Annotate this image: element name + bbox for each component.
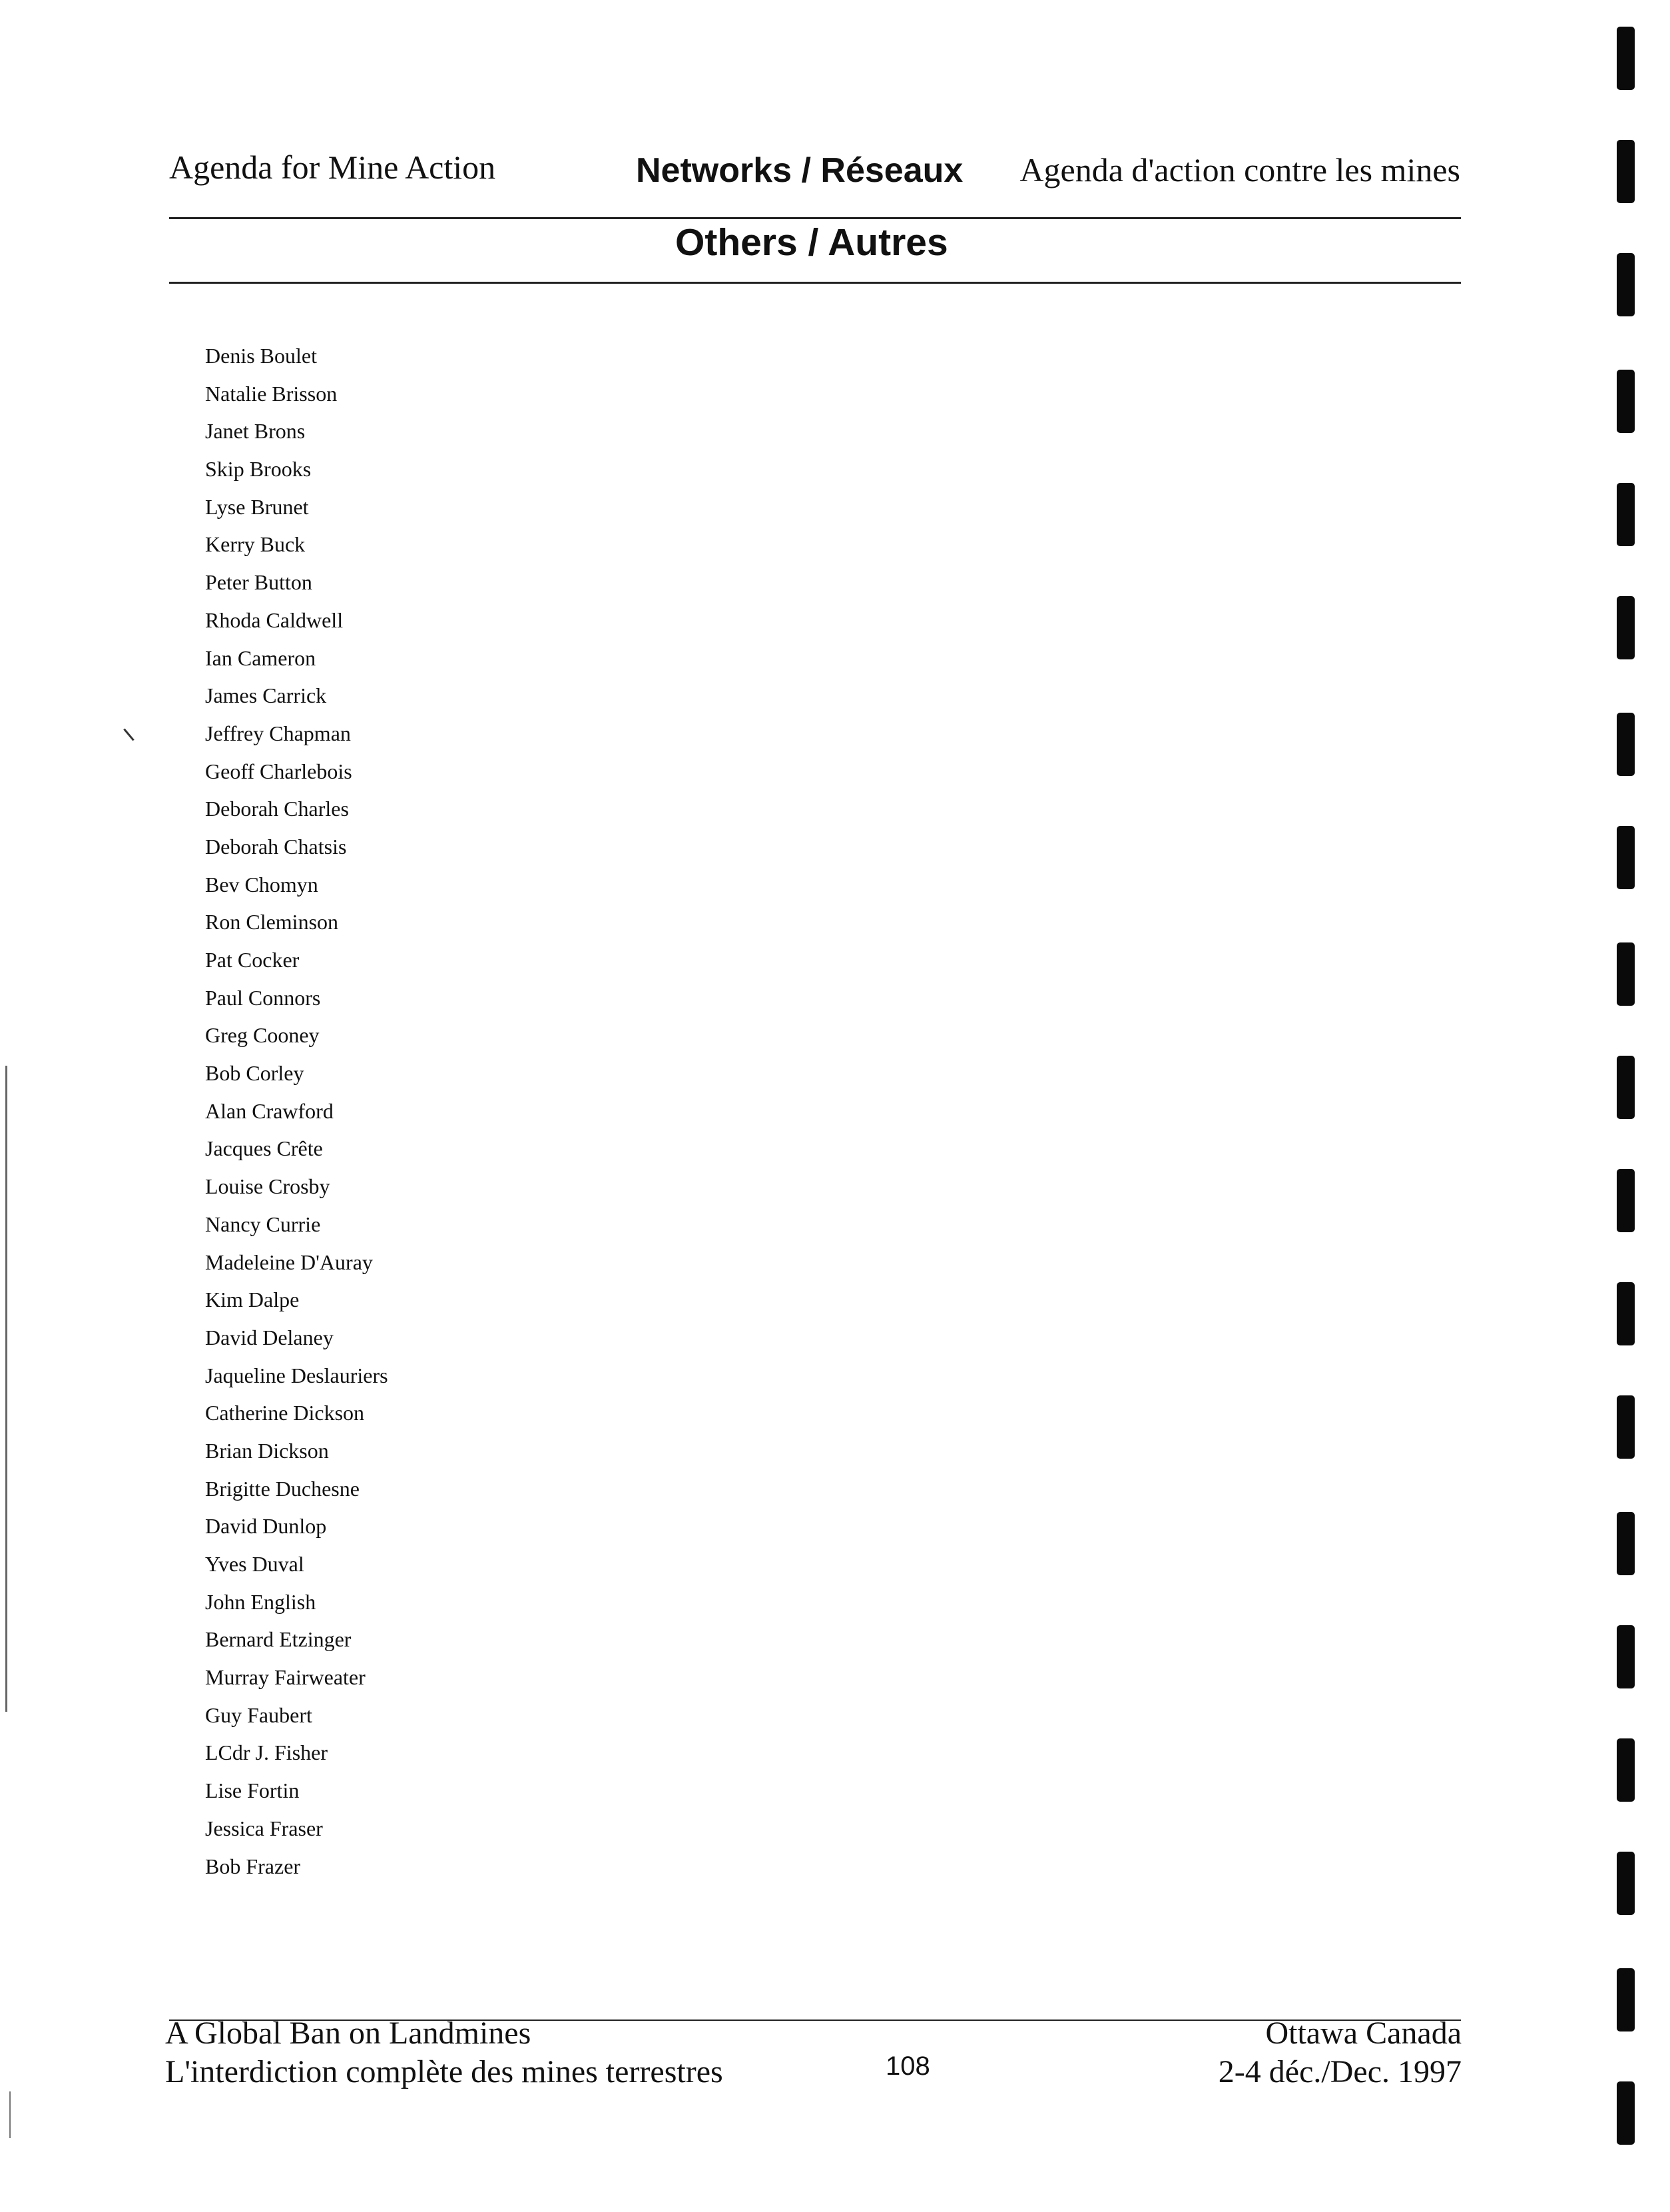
- attendee-name: Jacques Crête: [205, 1136, 323, 1161]
- attendee-name: Murray Fairweater: [205, 1665, 366, 1690]
- binding-hole: [1617, 596, 1635, 659]
- scan-edge-line: [9, 2091, 11, 2138]
- binding-hole: [1617, 1512, 1635, 1575]
- binding-hole: [1617, 1625, 1635, 1688]
- binding-hole: [1617, 1056, 1635, 1119]
- header-right-title: Agenda d'action contre les mines: [1019, 151, 1460, 188]
- attendee-name: Lyse Brunet: [205, 494, 309, 519]
- footer-conference-title-en: A Global Ban on Landmines: [165, 2016, 531, 2051]
- section-title: Others / Autres: [675, 221, 948, 264]
- attendee-name: Deborah Charles: [205, 797, 349, 821]
- attendee-name: Ian Cameron: [205, 645, 316, 670]
- attendee-name: Bob Frazer: [205, 1854, 301, 1878]
- attendee-name: Lise Fortin: [205, 1778, 300, 1803]
- footer-dates: 2-4 déc./Dec. 1997: [1218, 2054, 1462, 2089]
- attendee-name: James Carrick: [205, 683, 327, 708]
- attendee-name: Rhoda Caldwell: [205, 607, 344, 632]
- attendee-name: Bernard Etzinger: [205, 1627, 352, 1652]
- stray-mark: [123, 729, 134, 741]
- attendee-name: Bob Corley: [205, 1061, 304, 1086]
- binding-hole: [1617, 1968, 1635, 2031]
- attendee-name: David Delaney: [205, 1325, 334, 1349]
- attendee-name: Jeffrey Chapman: [205, 721, 351, 745]
- attendee-name: Pat Cocker: [205, 948, 300, 972]
- binding-hole: [1617, 483, 1635, 546]
- binding-hole: [1617, 713, 1635, 776]
- binding-hole: [1617, 140, 1635, 203]
- attendee-name: Madeleine D'Auray: [205, 1250, 373, 1274]
- binding-hole: [1617, 1282, 1635, 1345]
- attendee-name: Denis Boulet: [205, 344, 317, 368]
- binding-hole: [1617, 27, 1635, 90]
- header-center-title: Networks / Réseaux: [636, 151, 964, 190]
- attendee-name: Louise Crosby: [205, 1174, 330, 1199]
- binding-hole: [1617, 942, 1635, 1006]
- attendee-name: Jessica Fraser: [205, 1816, 323, 1840]
- attendee-name: Peter Button: [205, 570, 312, 595]
- attendee-name: Jaqueline Deslauriers: [205, 1363, 388, 1387]
- name-list: [205, 337, 388, 1885]
- attendee-name: Nancy Currie: [205, 1212, 321, 1236]
- scan-edge-line: [5, 1066, 7, 1712]
- binding-hole: [1617, 2081, 1635, 2145]
- footer-left: [165, 2014, 723, 2091]
- binding-hole: [1617, 370, 1635, 433]
- attendee-name: Yves Duval: [205, 1552, 304, 1576]
- footer-location: Ottawa Canada: [1265, 2016, 1462, 2051]
- footer-conference-title-fr: L'interdiction complète des mines terrestres: [165, 2054, 723, 2089]
- attendee-name: Deborah Chatsis: [205, 834, 347, 859]
- binding-hole: [1617, 1169, 1635, 1232]
- attendee-name: Paul Connors: [205, 985, 321, 1010]
- attendee-name: Bev Chomyn: [205, 872, 318, 897]
- section-rule: [169, 282, 1461, 284]
- attendee-name: Guy Faubert: [205, 1702, 312, 1727]
- attendee-name: David Dunlop: [205, 1514, 327, 1539]
- footer-right: [1219, 2014, 1462, 2091]
- attendee-name: Alan Crawford: [205, 1098, 334, 1123]
- binding-hole: [1617, 1738, 1635, 1802]
- header-left-title: Agenda for Mine Action: [169, 149, 496, 186]
- binding-hole: [1617, 826, 1635, 889]
- attendee-name: Natalie Brisson: [205, 381, 338, 406]
- attendee-name: John English: [205, 1589, 316, 1614]
- attendee-name: Janet Brons: [205, 419, 306, 444]
- header-rule: [169, 217, 1461, 219]
- binding-hole: [1617, 1852, 1635, 1915]
- attendee-name: Brigitte Duchesne: [205, 1476, 360, 1501]
- attendee-name: Geoff Charlebois: [205, 759, 352, 783]
- attendee-name: Kerry Buck: [205, 532, 306, 557]
- attendee-name: Catherine Dickson: [205, 1401, 365, 1425]
- attendee-name: Greg Cooney: [205, 1023, 320, 1048]
- attendee-name: Kim Dalpe: [205, 1288, 300, 1312]
- attendee-name: Skip Brooks: [205, 457, 312, 482]
- attendee-name: Ron Cleminson: [205, 910, 339, 934]
- page-number: 108: [886, 2051, 930, 2081]
- binding-hole: [1617, 1395, 1635, 1459]
- binding-hole: [1617, 253, 1635, 316]
- attendee-name: LCdr J. Fisher: [205, 1740, 328, 1765]
- attendee-name: Brian Dickson: [205, 1438, 329, 1463]
